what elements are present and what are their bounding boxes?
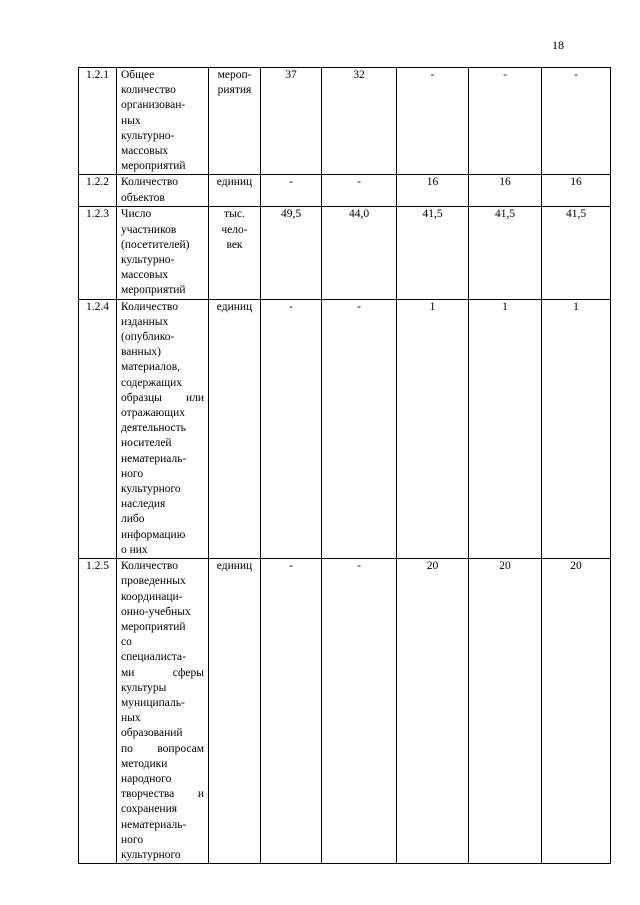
indicator-name-line: наследия <box>121 498 166 511</box>
indicator-name-line: нематериаль- <box>121 452 187 465</box>
indicator-name-line: Количество <box>121 176 178 189</box>
unit-line: век <box>226 238 243 251</box>
row-number-cell: 1.2.3 <box>79 207 117 299</box>
indicator-name-line: народного <box>121 772 172 785</box>
table-row <box>79 175 611 207</box>
indicator-name-line: либо <box>121 513 145 526</box>
value-cell: 20 <box>397 559 469 864</box>
value-cell: 1 <box>469 299 542 558</box>
indicator-name-line: изданных <box>121 315 169 328</box>
value-cell: 20 <box>542 559 611 864</box>
indicator-name-line: мероприятий <box>121 620 186 633</box>
indicator-name-line: (посетителей) <box>121 238 190 251</box>
indicator-name-line: координаци- <box>121 590 183 603</box>
value-cell: - <box>261 299 322 558</box>
indicator-name-cell <box>117 299 209 558</box>
indicator-name-line: муниципаль- <box>121 696 185 709</box>
unit-cell <box>209 175 261 207</box>
indicator-name-line: организован- <box>121 99 186 112</box>
unit-cell <box>209 299 261 558</box>
unit-cell <box>209 207 261 299</box>
indicator-name-cell <box>117 68 209 175</box>
indicator-name-line: Число <box>121 208 152 221</box>
value-cell: 41,5 <box>469 207 542 299</box>
table-row <box>79 559 611 864</box>
row-number-cell: 1.2.5 <box>79 559 117 864</box>
indicator-name-line: творчества и <box>121 788 204 801</box>
indicator-name-line: массовых <box>121 269 169 282</box>
table-row <box>79 68 611 175</box>
value-cell: 32 <box>322 68 397 175</box>
value-cell: 16 <box>469 175 542 207</box>
indicator-name-line: массовых <box>121 145 169 158</box>
value-cell: - <box>542 68 611 175</box>
indicator-name-line: сохранения <box>121 803 178 816</box>
value-cell: - <box>322 175 397 207</box>
indicator-name-line: о них <box>121 543 148 556</box>
page-number: 18 <box>552 38 564 52</box>
value-cell: 16 <box>542 175 611 207</box>
unit-line: чело- <box>221 223 248 236</box>
unit-cell <box>209 68 261 175</box>
value-cell: - <box>322 559 397 864</box>
value-cell: - <box>469 68 542 175</box>
unit-line: мероп- <box>217 69 252 81</box>
indicator-name-line: культурно- <box>121 129 175 142</box>
value-cell: 37 <box>261 68 322 175</box>
indicator-name-line: ми сферы <box>121 666 204 679</box>
indicator-name-line: Количество <box>121 560 178 573</box>
indicator-name-line: Количество <box>121 300 178 313</box>
indicator-name-line: культурного <box>121 848 181 861</box>
indicator-name-line: культурно- <box>121 254 175 267</box>
indicator-name-line: образцы или <box>121 391 204 404</box>
value-cell: 41,5 <box>397 207 469 299</box>
unit-line: единиц <box>216 560 253 573</box>
value-cell: 44,0 <box>322 207 397 299</box>
row-number-cell: 1.2.4 <box>79 299 117 558</box>
indicator-name-line: ного <box>121 467 144 480</box>
indicator-name-line: ных <box>121 712 141 725</box>
table-row <box>79 207 611 299</box>
value-cell: - <box>322 299 397 558</box>
indicator-name-line: онно-учебных <box>121 605 191 618</box>
indicators-table <box>78 67 611 864</box>
indicator-name-line: ного <box>121 833 144 846</box>
value-cell: 20 <box>469 559 542 864</box>
indicator-name-line: ных <box>121 114 141 127</box>
indicator-name-cell <box>117 175 209 207</box>
indicator-name-line: деятельность <box>121 422 186 435</box>
value-cell: 16 <box>397 175 469 207</box>
unit-line: тыс. <box>224 208 245 221</box>
indicator-name-line: мероприятий <box>121 284 186 297</box>
value-cell: 1 <box>542 299 611 558</box>
indicator-name-line: нематериаль- <box>121 818 187 831</box>
table-body <box>79 68 611 864</box>
value-cell: 49,5 <box>261 207 322 299</box>
indicator-name-line: образований <box>121 727 183 740</box>
row-number-cell: 1.2.1 <box>79 68 117 175</box>
value-cell: - <box>261 559 322 864</box>
row-number-cell: 1.2.2 <box>79 175 117 207</box>
indicator-name-line: информацию <box>121 528 186 541</box>
unit-line: риятия <box>217 84 252 97</box>
indicator-name-line: проведенных <box>121 575 186 588</box>
indicator-name-line: по вопросам <box>121 742 204 755</box>
indicator-name-line: участников <box>121 223 177 236</box>
value-cell: 41,5 <box>542 207 611 299</box>
indicator-name-line: специалиста- <box>121 651 186 664</box>
indicator-name-line: носителей <box>121 437 172 450</box>
indicator-name-line: мероприятий <box>121 160 186 173</box>
value-cell: - <box>261 175 322 207</box>
indicator-name-line: культурного <box>121 483 181 496</box>
unit-line: единиц <box>216 300 253 313</box>
indicator-name-line: содержащих <box>121 376 183 389</box>
unit-line: единиц <box>216 176 253 189</box>
indicator-name-cell <box>117 207 209 299</box>
indicator-name-line: количество <box>121 84 176 97</box>
table-row <box>79 299 611 558</box>
indicator-name-line: культуры <box>121 681 167 694</box>
indicator-name-line: со <box>121 636 132 649</box>
unit-cell <box>209 559 261 864</box>
indicator-name-line: методики <box>121 757 168 770</box>
indicator-name-line: (опублико- <box>121 331 175 344</box>
value-cell: - <box>397 68 469 175</box>
indicator-name-cell <box>117 559 209 864</box>
indicator-name-line: объектов <box>121 191 165 204</box>
value-cell: 1 <box>397 299 469 558</box>
indicator-name-line: ванных) <box>121 346 161 359</box>
indicator-name-line: отражающих <box>121 407 186 420</box>
indicator-name-line: Общее <box>121 69 155 81</box>
indicator-name-line: материалов, <box>121 361 181 374</box>
